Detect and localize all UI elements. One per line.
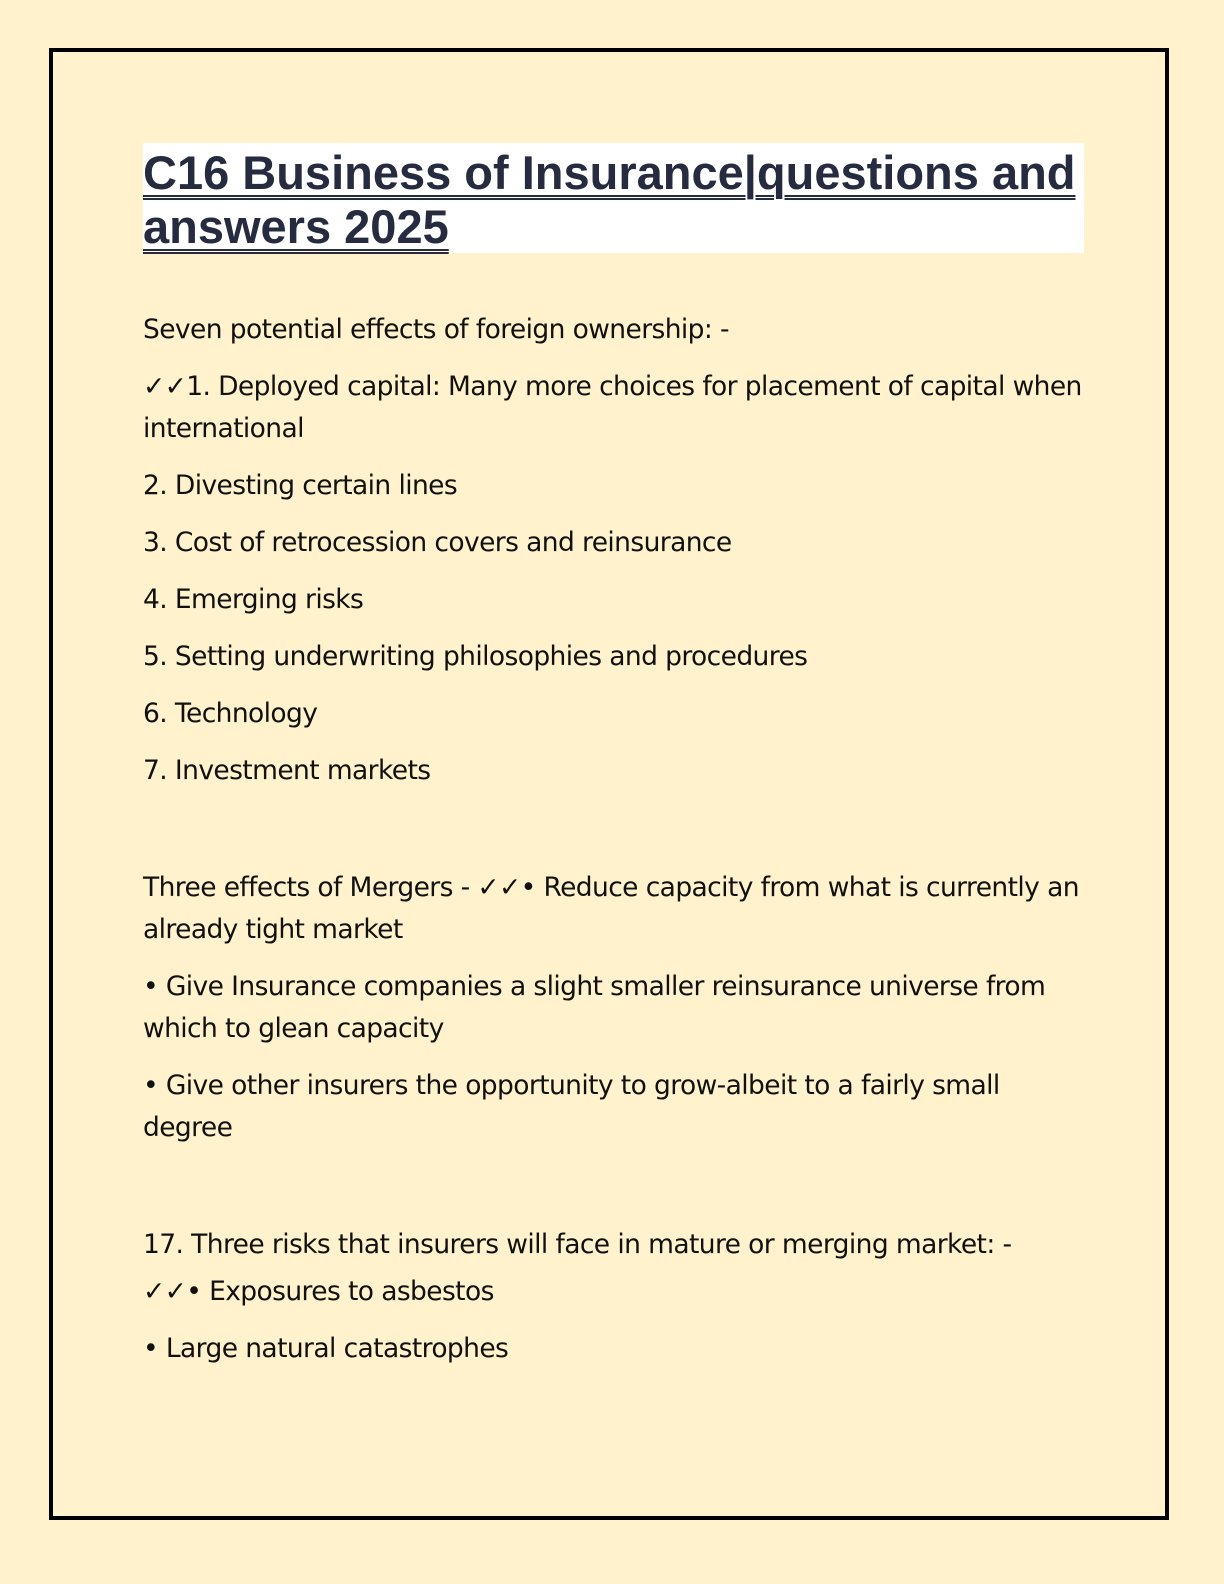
section1-item-3: 3. Cost of retrocession covers and reinsurance	[143, 527, 732, 558]
section1-item-4: 4. Emerging risks	[143, 584, 364, 615]
section1-item-7: 7. Investment markets	[143, 755, 431, 786]
section2-point-3: • Give other insurers the opportunity to grow-albeit to a fairly small degree	[143, 1070, 1000, 1143]
check-marks-icon: ✓✓	[143, 1276, 187, 1307]
section3-point-2: • Large natural catastrophes	[143, 1333, 509, 1364]
section1-item-1-text: 1. Deployed capital: Many more choices for placement of capital when international	[143, 371, 1082, 444]
check-marks-icon: ✓✓	[143, 371, 187, 402]
section1-item-6: 6. Technology	[143, 698, 318, 729]
check-marks-icon: ✓✓	[477, 872, 521, 903]
document-body	[143, 309, 1093, 1370]
section3-point-1	[143, 1271, 1093, 1313]
section2-point-1: • Reduce capacity from what is currently an already tight market	[143, 872, 1079, 945]
section1-item-1	[143, 366, 1093, 450]
section1-item-5: 5. Setting underwriting philosophies and procedures	[143, 641, 808, 672]
section3-point-1-text: • Exposures to asbestos	[186, 1276, 494, 1307]
document-title: C16 Business of Insurance|questions and answers 2025	[143, 146, 1076, 253]
section2-heading	[143, 867, 1093, 951]
section2-point-2: • Give Insurance companies a slight smaller reinsurance universe from which to glean capacity	[143, 971, 1046, 1044]
section3-heading: 17. Three risks that insurers will face in mature or merging market: -	[143, 1229, 1012, 1260]
section1-heading: Seven potential effects of foreign ownership: -	[143, 314, 729, 345]
section1-item-2: 2. Divesting certain lines	[143, 470, 458, 501]
section2-heading-text: Three effects of Mergers -	[143, 872, 470, 903]
